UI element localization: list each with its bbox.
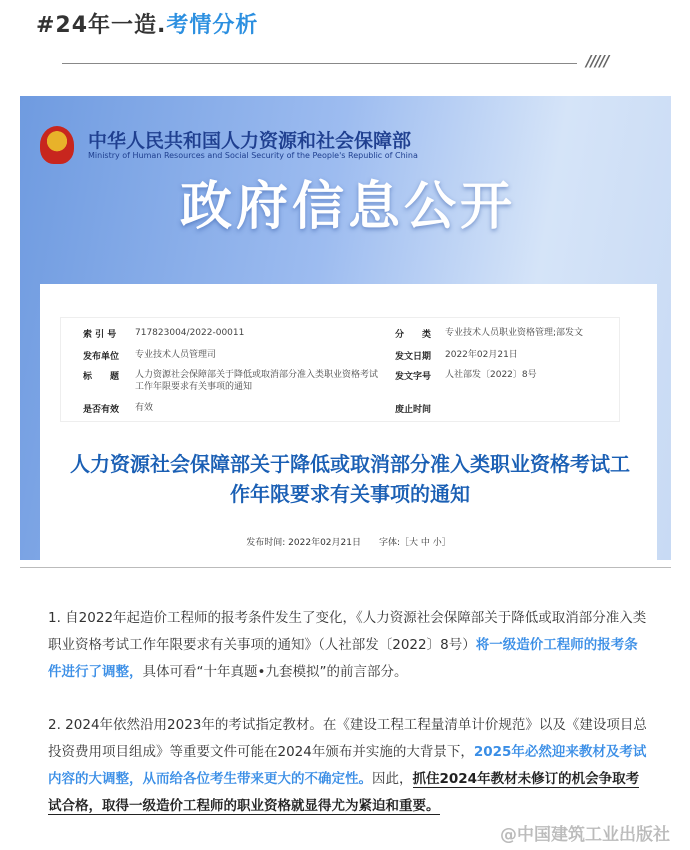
value: 专业技术人员职业资格管理;部发文 xyxy=(445,328,584,338)
document-card xyxy=(40,284,657,560)
label: 废止时间 xyxy=(395,405,432,415)
label: 发文字号 xyxy=(395,372,432,382)
value: 717823004/2022-00011 xyxy=(135,328,245,338)
label: 分 类 xyxy=(395,330,432,340)
value: 2022年02月21日 xyxy=(445,350,518,360)
highlight-text: 将一级造价工程师的报考条件进行了调整， xyxy=(48,637,638,680)
value: 专业技术人员管理司 xyxy=(135,350,217,360)
section-header xyxy=(36,8,258,39)
ministry-name-en: Ministry of Human Resources and Social Security of the People's Republic of China xyxy=(88,151,418,160)
screenshot-banner xyxy=(20,96,671,560)
label: 是否有效 xyxy=(83,405,120,415)
label: 发布单位 xyxy=(83,352,120,362)
national-emblem-icon xyxy=(40,126,74,164)
text: 因此， xyxy=(372,771,413,787)
banner-heading: 政府信息公开 xyxy=(180,177,517,237)
header-highlight: 考情分析 xyxy=(166,13,259,38)
watermark: @中国建筑工业出版社 xyxy=(500,825,670,845)
slash-decoration: ///// xyxy=(586,52,609,70)
underlined-text: 抓住2024年教材未修订的机会争取考试合格，取得一级造价工程师的职业资格就显得尤为紧迫和重要。 xyxy=(48,771,640,814)
label: 索 引 号 xyxy=(83,330,117,340)
divider xyxy=(20,567,671,568)
info-table xyxy=(60,317,620,422)
publish-time: 发布时间: 2022年02月21日 字体:［大 中 小］ xyxy=(246,538,451,548)
value: 人社部发〔2022〕8号 xyxy=(445,370,537,380)
highlight-text: 2025年必然迎来教材及考试内容的大调整，从而给各位考生带来更大的不确定性。 xyxy=(48,744,647,787)
document-title: 人力资源社会保障部关于降低或取消部分准入类职业资格考试工作年限要求有关事项的通知 xyxy=(70,452,630,506)
text: 2. 2024年依然沿用2023年的考试指定教材。在《建设工程工程量清单计价规范》以及《建设项目总投资费用项目组成》等重要文件可能在2024年颁布并实施的大背景下， xyxy=(48,717,647,760)
ministry-name: 中华人民共和国人力资源和社会保障部 xyxy=(88,130,412,152)
header-prefix: #24年一造. xyxy=(36,13,167,38)
text: 1. 自2022年起造价工程师的报考条件发生了变化，《人力资源社会保障部关于降低或取消部分准入类职业资格考试工作年限要求有关事项的通知》（人社部发〔2022〕8号） xyxy=(48,610,647,653)
label: 发文日期 xyxy=(395,352,432,362)
header-rule xyxy=(62,63,577,64)
paragraph-1 xyxy=(48,605,648,686)
text: 具体可看“十年真题•九套模拟”的前言部分。 xyxy=(142,664,408,680)
paragraph-2 xyxy=(48,712,648,820)
label: 标 题 xyxy=(83,372,120,382)
value: 有效 xyxy=(135,403,154,413)
value: 人力资源社会保障部关于降低或取消部分准入类职业资格考试工作年限要求有关事项的通知 xyxy=(135,370,379,392)
